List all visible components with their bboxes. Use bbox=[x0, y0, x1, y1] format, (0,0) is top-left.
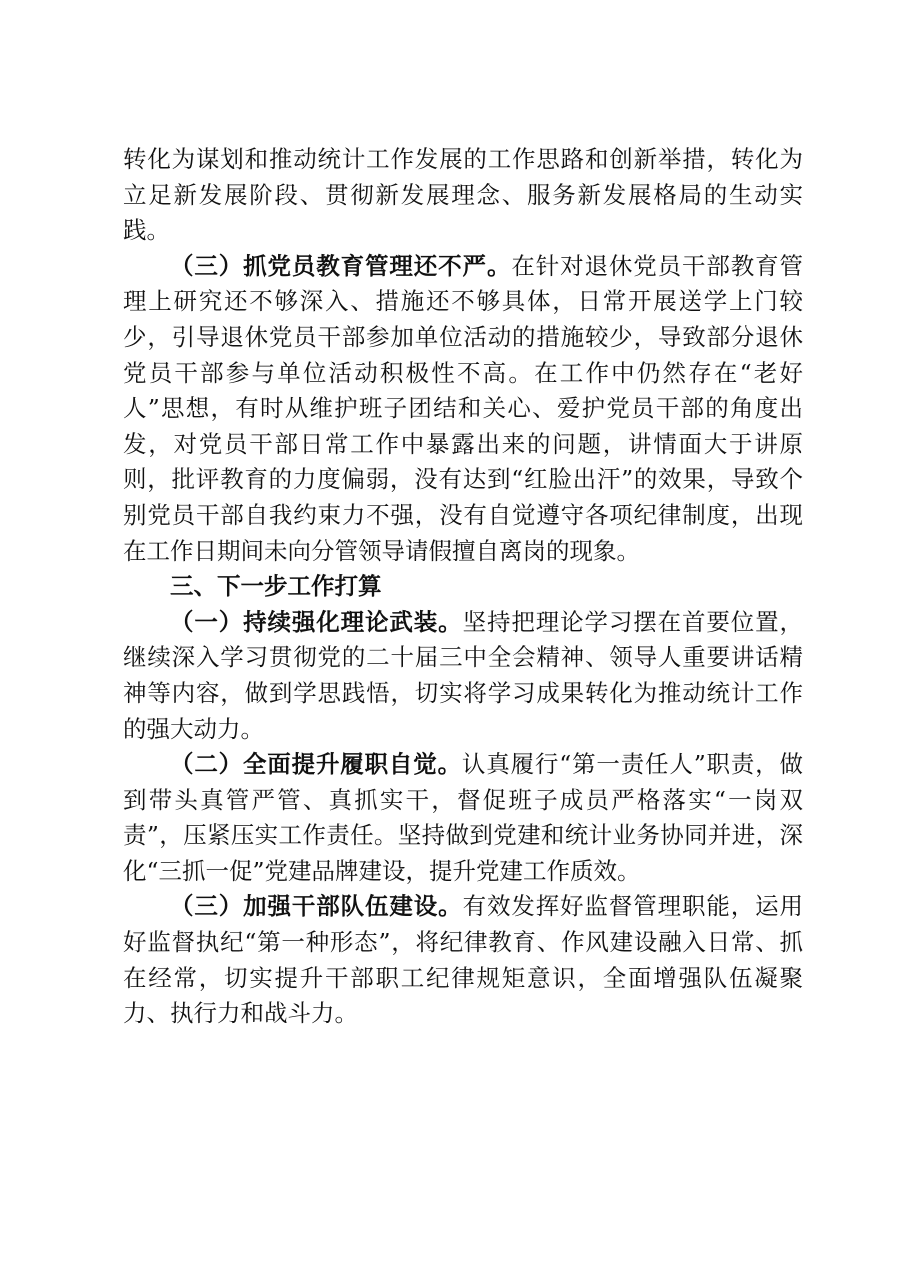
paragraph-party-education bbox=[123, 249, 803, 569]
item-lead: （三）加强干部队伍建设。 bbox=[170, 892, 463, 921]
paragraph-body: 在针对退休党员干部教育管理上研究还不够深入、措施还不够具体，日常开展送学上门较少，引导退休党员干部参加单位活动的措施较少，导致部分退休党员干部参与单位活动积极性不高。在工作中仍然存在“老好人”思想，有时从维护班子团结和关心、爱护党员干部的角度出发，对党员干部日常工作中暴露出来的问题，讲情面大于讲原则，批评教育的力度偏弱，没有达到“红脸出汗”的效果，导致个别党员干部自我约束力不强，没有自觉遵守各项纪律制度，出现在工作日期间未向分管领导请假擅自离岗的现象。 bbox=[123, 251, 804, 565]
item-theory-study bbox=[123, 605, 803, 747]
item-lead: （二）全面提升履职自觉。 bbox=[170, 750, 462, 779]
item-body: 坚持把理论学习摆在首要位置，继续深入学习贯彻党的二十届三中全会精神、领导人重要讲话精神等内容，做到学思践悟，切实将学习成果转化为推动统计工作的强大动力。 bbox=[123, 607, 804, 743]
paragraph-body: 转化为谋划和推动统计工作发展的工作思路和创新举措，转化为立足新发展阶段、贯彻新发展理念、服务新发展格局的生动实践。 bbox=[123, 145, 803, 245]
section-heading: 三、下一步工作打算 bbox=[170, 572, 382, 601]
item-team-building bbox=[123, 889, 803, 1031]
item-lead: （一）持续强化理论武装。 bbox=[170, 607, 463, 636]
paragraph-lead: （三）抓党员教育管理还不严。 bbox=[170, 251, 512, 280]
item-body: 认真履行“第一责任人”职责，做到带头真管严管、真抓实干，督促班子成员严格落实“一岗双责”，压紧压实工作责任。坚持做到党建和统计业务协同并进，深化“三抓一促”党建品牌建设，提升党建工作质效。 bbox=[123, 750, 804, 885]
document-page bbox=[123, 142, 803, 1032]
item-body: 有效发挥好监督管理职能，运用好监督执纪“第一种形态”，将纪律教育、作风建设融入日常、抓在经常，切实提升干部职工纪律规矩意识，全面增强队伍凝聚力、执行力和战斗力。 bbox=[123, 892, 804, 1028]
paragraph-continued bbox=[123, 142, 803, 249]
item-duty-performance bbox=[123, 747, 803, 889]
